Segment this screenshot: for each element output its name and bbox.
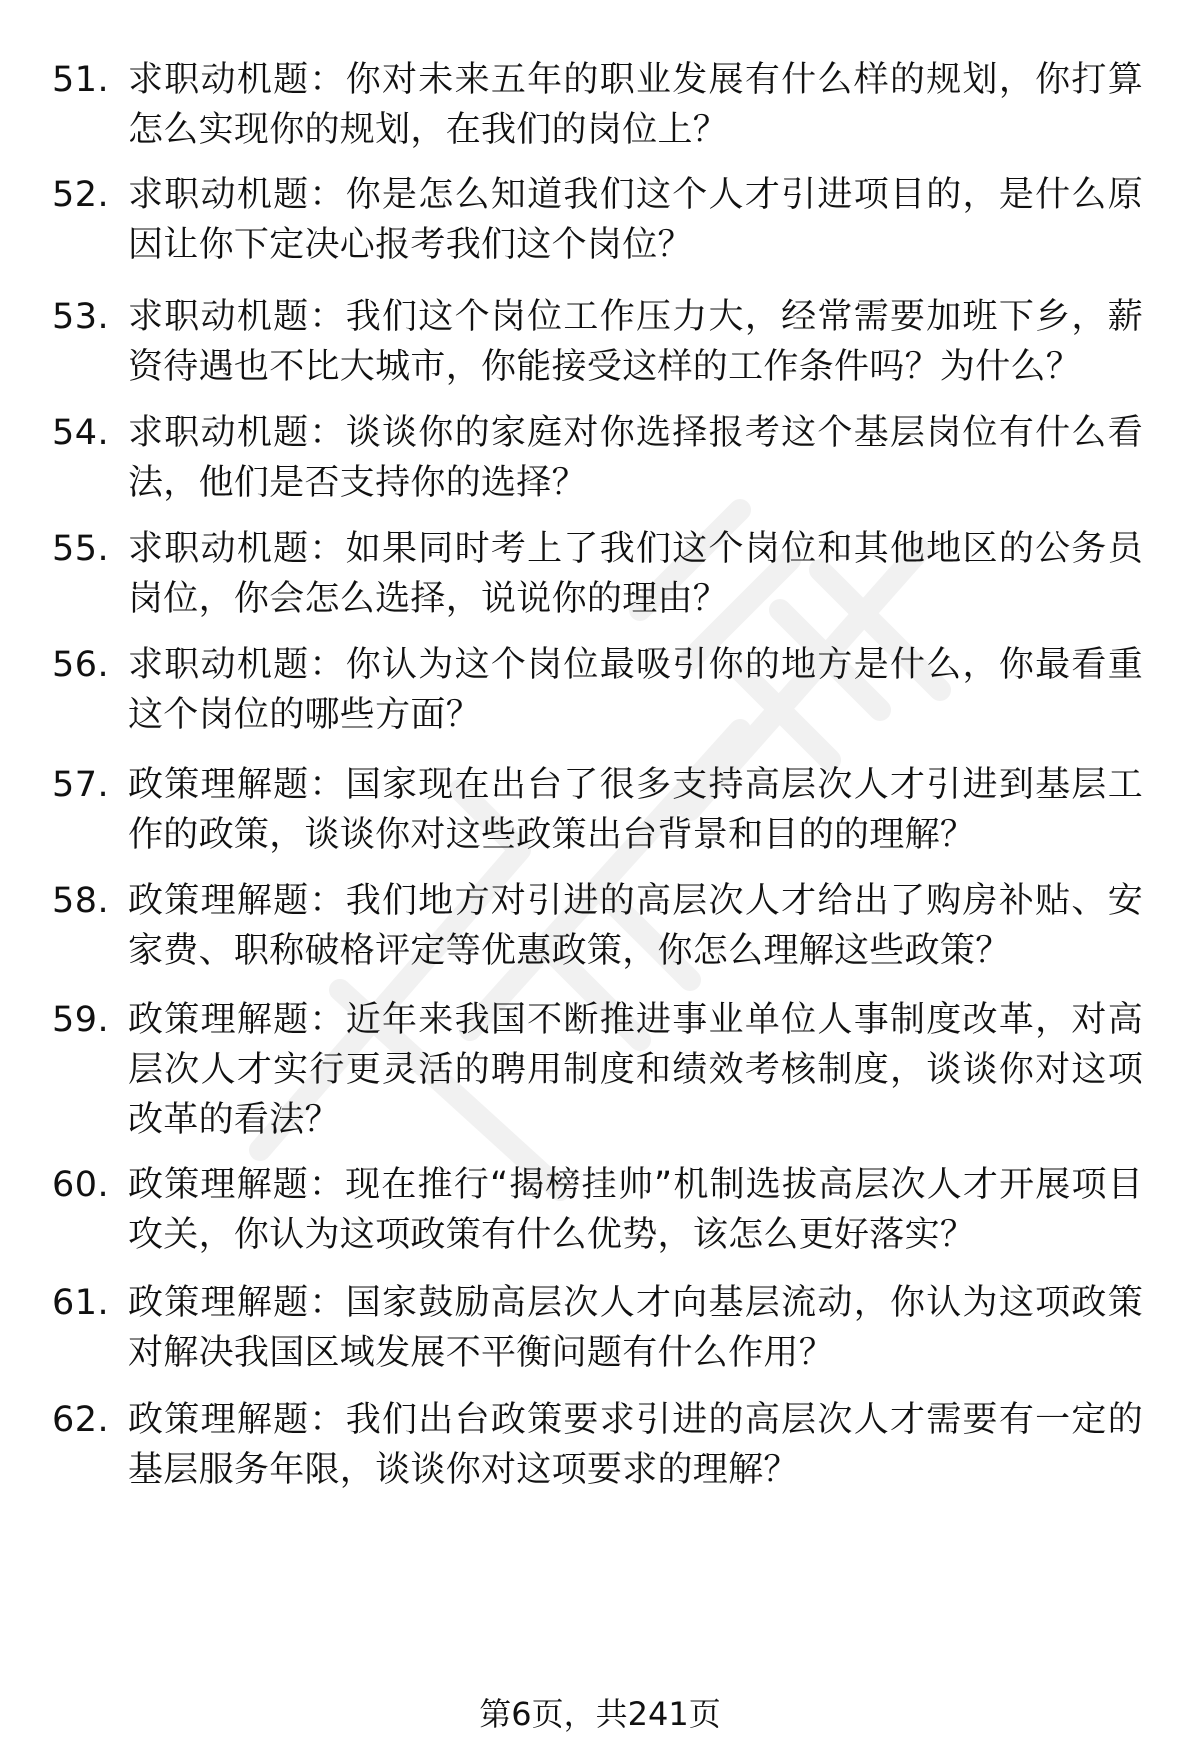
question-text: 求职动机题：你对未来五年的职业发展有什么样的规划，你打算怎么实现你的规划，在我们的岗位上？ (128, 60, 1143, 150)
question-number: 62. (52, 1400, 110, 1440)
question-text: 求职动机题：如果同时考上了我们这个岗位和其他地区的公务员岗位，你会怎么选择，说说你的理由？ (128, 529, 1143, 619)
question-number: 51. (52, 60, 110, 100)
question-number: 61. (52, 1283, 110, 1323)
question-number: 53. (52, 297, 110, 337)
question-text: 求职动机题：我们这个岗位工作压力大，经常需要加班下乡，薪资待遇也不比大城市，你能接受这样的工作条件吗？为什么？ (128, 297, 1143, 387)
question-text: 求职动机题：你是怎么知道我们这个人才引进项目的，是什么原因让你下定决心报考我们这个岗位？ (128, 175, 1143, 265)
question-text: 政策理解题：我们地方对引进的高层次人才给出了购房补贴、安家费、职称破格评定等优惠政策，你怎么理解这些政策？ (128, 881, 1143, 971)
question-number: 55. (52, 529, 110, 569)
question-number: 57. (52, 765, 110, 805)
question-text: 求职动机题：你认为这个岗位最吸引你的地方是什么，你最看重这个岗位的哪些方面？ (128, 645, 1143, 735)
question-number: 54. (52, 413, 110, 453)
question-text: 政策理解题：我们出台政策要求引进的高层次人才需要有一定的基层服务年限，谈谈你对这项要求的理解？ (128, 1400, 1143, 1490)
question-number: 52. (52, 175, 110, 215)
question-number: 60. (52, 1165, 110, 1205)
question-text: 政策理解题：近年来我国不断推进事业单位人事制度改革，对高层次人才实行更灵活的聘用制度和绩效考核制度，谈谈你对这项改革的看法？ (128, 1000, 1143, 1140)
question-text: 政策理解题：国家现在出台了很多支持高层次人才引进到基层工作的政策，谈谈你对这些政策出台背景和目的的理解？ (128, 765, 1143, 855)
question-text: 政策理解题：现在推行“揭榜挂帅”机制选拔高层次人才开展项目攻关，你认为这项政策有什么优势，该怎么更好落实？ (128, 1165, 1143, 1255)
question-number: 59. (52, 1000, 110, 1040)
page-footer: 第6页，共241页 (479, 1695, 721, 1733)
question-text: 政策理解题：国家鼓励高层次人才向基层流动，你认为这项政策对解决我国区域发展不平衡问题有什么作用？ (128, 1283, 1143, 1373)
question-number: 56. (52, 645, 110, 685)
question-number: 58. (52, 881, 110, 921)
question-text: 求职动机题：谈谈你的家庭对你选择报考这个基层岗位有什么看法，他们是否支持你的选择？ (128, 413, 1143, 503)
